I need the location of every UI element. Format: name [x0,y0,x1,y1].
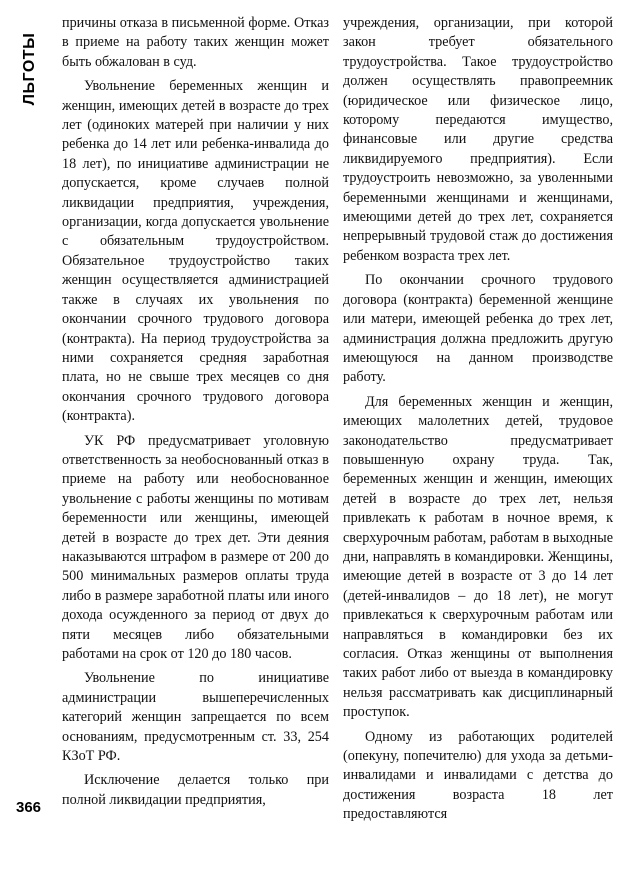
left-text-column [62,14,329,810]
paragraph: Одному из работающих родителей (опекуну, попечителю) для ухода за детьми-инвалидами и инвалидами с детства до достижения возраста 18 лет предоставляются [343,728,613,823]
paragraph: учреждения, организации, при которой закон требует обязательного трудоустройства. Такое трудоустройство должен осуществлять правопреемник (юридическое или физическое лицо, которому передаются имущество, финансовые или другие средства ликвидируемого предприятия). Если трудоустроить невозможно, за уволенными беременными женщинами и женщинами, имеющими детей до трех лет, сохраняется непрерывный трудовой стаж до достижения ребенком возраста трех лет. [343,15,613,264]
paragraph: причины отказа в письменной форме. Отказ в приеме на работу таких женщин может быть обжалован в суд. [62,15,329,70]
right-text-column [343,14,613,825]
page-number: 366 [16,799,42,816]
paragraph: Для беременных женщин и женщин, имеющих малолетних детей, трудовое законодательство предусматривает повышенную охрану труда. Так, беременных женщин и женщин, имеющих детей в возрасте до трех лет, нельзя привлекать к работам в ночное время, к сверхурочным работам, работам в выходные дни, направлять в командировки. Женщины, имеющие детей в возрасте от 3 до 14 лет (детей-инвалидов – до 18 лет), не могут привлекаться к сверхурочным работам или направляться в командировки без их согласия. Отказ женщины от выполнения таких работ либо от выезда в командировку нельзя рассматривать как дисциплинарный проступок. [343,393,613,721]
paragraph: Исключение делается только при полной ликвидации предприятия, [62,772,329,808]
paragraph: По окончании срочного трудового договора (контракта) беременной женщине или матери, имеющей ребенка до трех лет, администрация должна предложить другую имеющуюся на данном производстве работу. [343,272,613,386]
paragraph: Увольнение по инициативе администрации вышеперечисленных категорий женщин запрещается по всем основаниям, предусмотренным ст. 33, 254 КЗоТ РФ. [62,670,329,765]
section-title-text: ЛЬГОТЫ [21,32,38,106]
paragraph: УК РФ предусматривает уголовную ответственность за необоснованный отказ в приеме на работу или необоснованное увольнение с работы женщины по мотивам беременности или женщины, имеющей детей в возрасте до трех дет. Эти деяния наказываются штрафом в размере от 200 до 500 минимальных размеров оплаты труда либо в размере заработной платы или иного дохода осужденного за период от двух до пяти месяцев либо обязательными работами на срок от 120 до 180 часов. [62,432,329,662]
paragraph: Увольнение беременных женщин и женщин, имеющих детей в возрасте до трех лет (одиноких матерей при наличии у них ребенка до 14 лет или ребенка-инвалида до 18 лет), по инициативе администрации не допускается, кроме случаев полной ликвидации предприятия, учреждения, организации, когда допускается увольнение с обязательным трудоустройством. Обязательное трудоустройство таких женщин осуществляется администрацией также в случаях их увольнения по окончании срочного трудового договора (контракта). На период трудоустройства за ними сохраняется средняя заработная плата, но не свыше трех месяцев со дня окончания срочного трудового договора (контракта). [62,78,329,425]
section-title [18,14,42,124]
